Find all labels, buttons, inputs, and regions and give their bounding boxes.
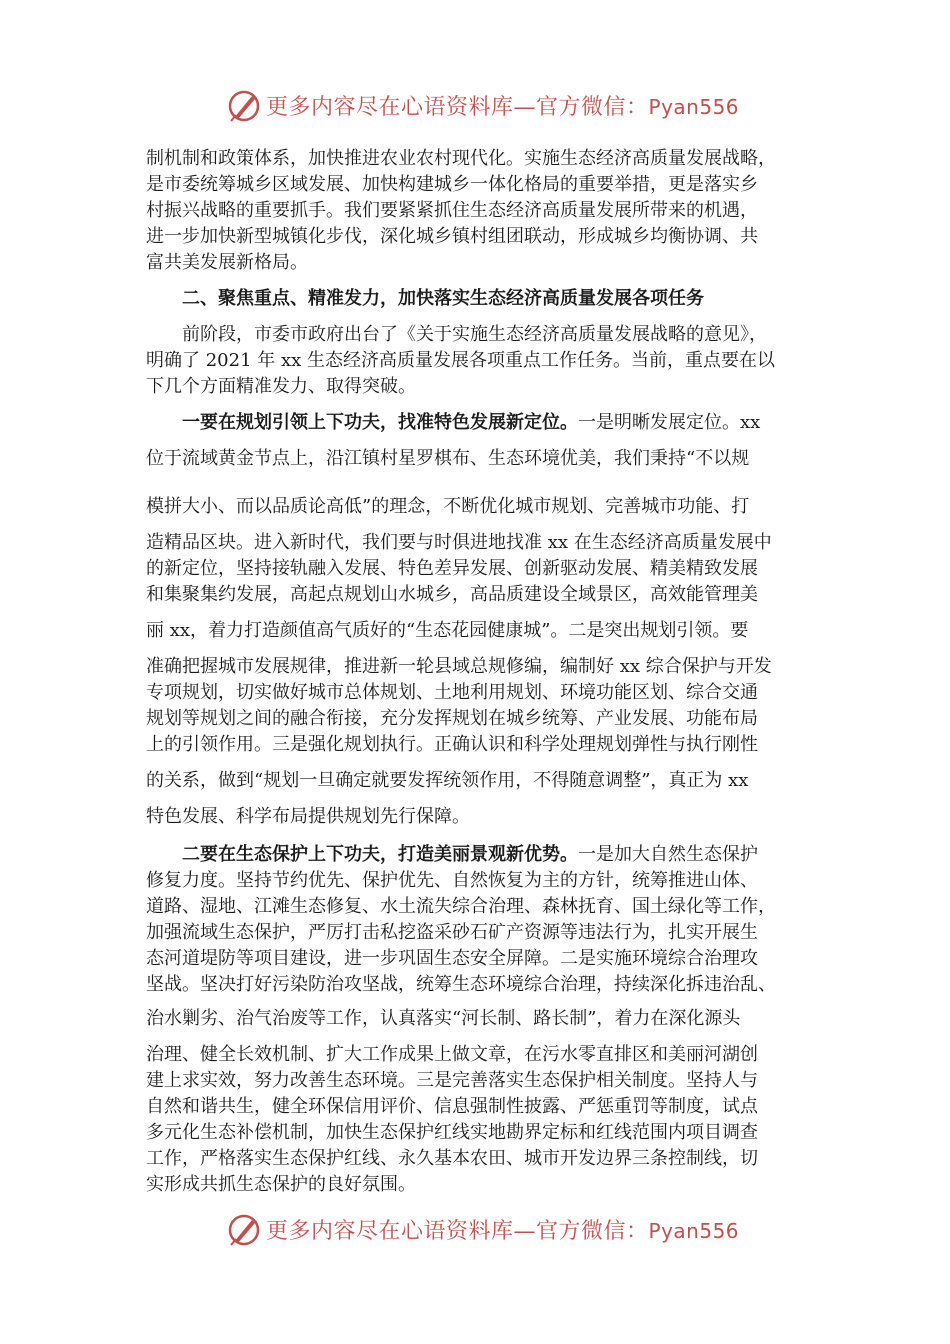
footer-banner <box>0 1208 950 1252</box>
text-line: 规划等规划之间的融合衔接，充分发挥规划在城乡统筹、产业发展、功能布局 <box>146 708 758 729</box>
text-line: 富共美发展新格局。 <box>146 252 308 273</box>
text-line: 模拼大小、而以品质论高低”的理念，不断优化城市规划、完善城市功能、打 <box>146 496 750 517</box>
text-line: 制机制和政策体系，加快推进农业农村现代化。实施生态经济高质量发展战略， <box>146 148 776 169</box>
text-line: 村振兴战略的重要抓手。我们要紧紧抓住生态经济高质量发展所带来的机遇， <box>146 200 758 221</box>
text-line: 建上求实效，努力改善生态环境。三是完善落实生态保护相关制度。坚持人与 <box>146 1070 758 1091</box>
subheading-2: 二要在生态保护上下功夫，打造美丽景观新优势。 <box>182 844 578 865</box>
text-line: 态河道堤防等项目建设，进一步巩固生态安全屏障。二是实施环境综合治理攻 <box>146 948 758 969</box>
text-line: 修复力度。坚持节约优先、保护优先、自然恢复为主的方针，统筹推进山体、 <box>146 870 758 891</box>
text-line: 是市委统筹城乡区域发展、加快构建城乡一体化格局的重要举措，更是落实乡 <box>146 174 758 195</box>
text-line: 进一步加快新型城镇化步伐，深化城乡镇村组团联动，形成城乡均衡协调、共 <box>146 226 758 247</box>
text-line: 特色发展、科学布局提供规划先行保障。 <box>146 806 470 827</box>
text-line: 上的引领作用。三是强化规划执行。正确认识和科学处理规划弹性与执行刚性 <box>146 734 758 755</box>
text-line: 准确把握城市发展规律，推进新一轮县域总规修编，编制好 xx 综合保护与开发 <box>146 656 772 677</box>
text-line: 前阶段，市委市政府出台了《关于实施生态经济高质量发展战略的意见》， <box>182 324 767 345</box>
banner-text <box>266 1214 739 1245</box>
subheading-1: 一要在规划引领上下功夫，找准特色发展新定位。 <box>182 412 578 433</box>
text-line: 明确了 2021 年 xx 生态经济高质量发展各项重点工作任务。当前，重点要在以 <box>146 350 775 371</box>
text-line: 的新定位，坚持接轨融入发展、特色差异发展、创新驱动发展、精美精致发展 <box>146 558 758 579</box>
text-line: 自然和谐共生，健全环保信用评价、信息强制性披露、严惩重罚等制度，试点 <box>146 1096 758 1117</box>
text-line: 下几个方面精准发力、取得突破。 <box>146 376 416 397</box>
text-line: 和集聚集约发展，高起点规划山水城乡，高品质建设全域景区，高效能管理美 <box>146 584 758 605</box>
text-segment: 一是明晰发展定位。xx <box>578 412 761 433</box>
text-line: 造精品区块。进入新时代，我们要与时俱进地找准 xx 在生态经济高质量发展中 <box>146 532 772 553</box>
text-line: 位于流域黄金节点上，沿江镇村星罗棋布、生态环境优美，我们秉持“不以规 <box>146 448 750 469</box>
banner-wechat-id: Pyan556 <box>648 95 740 119</box>
quill-logo-icon <box>226 88 262 124</box>
text-line: 治水剿劣、治气治废等工作，认真落实“河长制、路长制”，着力在深化源头 <box>146 1008 741 1029</box>
text-line: 的关系，做到“规划一旦确定就要发挥统领作用，不得随意调整”，真正为 xx <box>146 770 749 791</box>
section-heading: 二、聚焦重点、精准发力，加快落实生态经济高质量发展各项任务 <box>182 288 704 309</box>
text-line: 实形成共抓生态保护的良好氛围。 <box>146 1174 416 1195</box>
banner-label: 更多内容尽在心语资料库—官方微信： <box>266 95 649 120</box>
text-line: 治理、健全长效机制、扩大工作成果上做文章，在污水零直排区和美丽河湖创 <box>146 1044 758 1065</box>
banner-text <box>266 90 739 121</box>
quill-logo-icon <box>226 1212 262 1248</box>
text-line: 工作，严格落实生态保护红线、永久基本农田、城市开发边界三条控制线，切 <box>146 1148 758 1169</box>
text-line <box>182 410 760 436</box>
text-line: 加强流域生态保护，严厉打击私挖盗采砂石矿产资源等违法行为，扎实开展生 <box>146 922 758 943</box>
text-line: 道路、湿地、江滩生态修复、水土流失综合治理、森林抚育、国土绿化等工作， <box>146 896 776 917</box>
text-line <box>182 842 758 868</box>
header-banner <box>0 84 950 128</box>
text-line: 多元化生态补偿机制，加快生态保护红线实地勘界定标和红线范围内项目调查 <box>146 1122 758 1143</box>
banner-label: 更多内容尽在心语资料库—官方微信： <box>266 1219 649 1244</box>
text-line: 坚战。坚决打好污染防治攻坚战，统筹生态环境综合治理，持续深化拆违治乱、 <box>146 974 776 995</box>
text-segment: 一是加大自然生态保护 <box>578 844 758 865</box>
banner-wechat-id: Pyan556 <box>648 1219 740 1243</box>
text-line: 丽 xx，着力打造颜值高气质好的“生态花园健康城”。二是突出规划引领。要 <box>146 620 749 641</box>
text-line: 专项规划，切实做好城市总体规划、土地利用规划、环境功能区划、综合交通 <box>146 682 758 703</box>
